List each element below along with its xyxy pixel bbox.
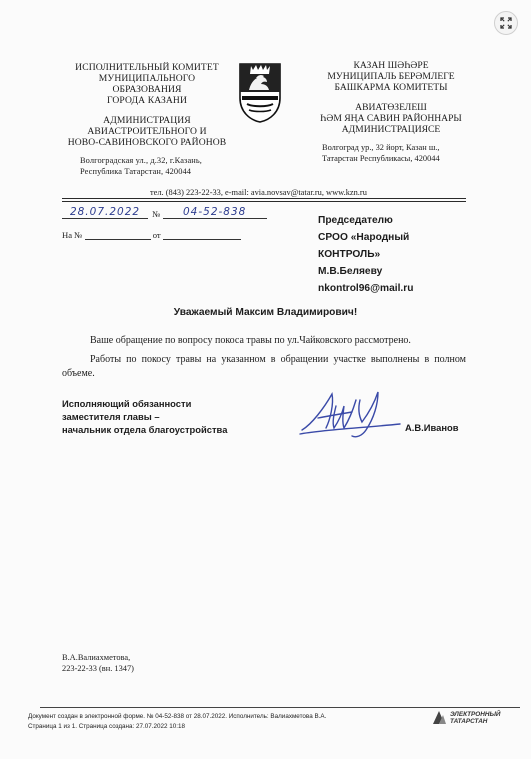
header-left-line: ГОРОДА КАЗАНИ [107, 95, 187, 106]
addressee-line: СРОО «Народный [318, 232, 410, 243]
header-left-line: ИСПОЛНИТЕЛЬНЫЙ КОМИТЕТ [75, 62, 219, 73]
reference-from-label: от [152, 230, 161, 240]
header-right-line: АВИАТӨЗЕЛЕШ [355, 102, 427, 113]
reference-row [62, 229, 241, 240]
electronic-tatarstan-logo-icon [430, 709, 448, 727]
contact-line: тел. (843) 223-22-33, e-mail: avia.novsav@tatar.ru, www.kzn.ru [150, 188, 367, 197]
addressee-line: КОНТРОЛЬ» [318, 249, 381, 260]
footer-meta [28, 712, 326, 732]
signatory-title [62, 397, 227, 436]
executor-info [62, 652, 134, 674]
fullscreen-button[interactable] [494, 11, 518, 35]
header-left-line: ОБРАЗОВАНИЯ [112, 84, 182, 95]
header-right-line: МУНИЦИПАЛЬ БЕРӘМЛЕГЕ [327, 71, 455, 82]
body-paragraph: Ваше обращение по вопросу покоса травы по ул.Чайковского рассмотрено. [90, 335, 411, 346]
salutation: Уважаемый Максим Владимирович! [173, 307, 358, 318]
header-divider [62, 198, 466, 199]
signatory-title-line: начальник отдела благоустройства [62, 424, 228, 435]
reference-number-field [85, 229, 151, 240]
executor-name: В.А.Валиахметова, [62, 653, 131, 662]
addressee-email: nkontrol96@mail.ru [318, 283, 414, 294]
signatory-title-line: Исполняющий обязанности [62, 398, 192, 409]
addressee-line: М.В.Беляеву [318, 266, 383, 277]
header-left-address: Республика Татарстан, 420044 [80, 166, 192, 176]
header-right [296, 60, 486, 164]
registration-number-field [163, 206, 267, 219]
addressee-line: Председателю [318, 215, 393, 226]
registration-row [62, 206, 267, 219]
letter-body [62, 334, 466, 386]
header-right-address: Татарстан Республикасы, 420044 [322, 153, 440, 163]
header-left-line: МУНИЦИПАЛЬНОГО [98, 73, 196, 84]
logo-text-line: ЭЛЕКТРОННЫЙ [450, 711, 501, 718]
addressee-block [318, 212, 413, 297]
header-left-address: Волгоградская ул., д.32, г.Казань, [80, 156, 202, 165]
signatory-title-line: заместителя главы – [62, 411, 160, 422]
header-right-line: АДМИНИСТРАЦИЯСЕ [341, 124, 441, 135]
body-paragraph: Работы по покосу травы на указанном в обращении участке выполнены в полном объеме. [62, 353, 466, 380]
header-left-line: НОВО-САВИНОВСКОГО РАЙОНОВ [67, 137, 227, 148]
registration-number: 04-52-838 [182, 206, 247, 218]
electronic-tatarstan-logo [430, 709, 500, 727]
handwritten-signature [296, 384, 414, 444]
footer-divider [40, 707, 520, 708]
expand-icon [500, 17, 512, 29]
header-right-line: КАЗАН ШӘҺӘРЕ [353, 60, 429, 71]
registration-date: 28.07.2022 [69, 206, 141, 218]
reference-date-field [163, 229, 241, 240]
reference-number-label: На № [62, 230, 83, 240]
kazan-coat-of-arms-emblem [237, 62, 283, 124]
registration-date-field [62, 206, 148, 219]
footer-line: Документ создан в электронной форме. № 04-52-838 от 28.07.2022. Исполнитель: Валиахметова В.А. [28, 713, 327, 720]
header-left-line: АВИАСТРОИТЕЛЬНОГО И [87, 126, 207, 137]
header-right-address: Волгоград ур., 32 йорт, Казан ш., [322, 143, 440, 152]
header-divider-thin [62, 201, 466, 202]
header-right-line: ҺӘМ ЯҢА САВИН РАЙОННАРЫ [320, 113, 462, 124]
signatory-name: А.В.Иванов [405, 422, 459, 433]
executor-phone: 223-22-33 (вн. 1347) [62, 664, 134, 673]
footer-line: Страница 1 из 1. Страница создана: 27.07.2022 10:18 [28, 723, 186, 730]
logo-text-line: ТАТАРСТАН [450, 718, 488, 725]
header-right-line: БАШКАРМА КОМИТЕТЫ [334, 82, 448, 93]
header-left-line: АДМИНИСТРАЦИЯ [103, 115, 191, 126]
registration-number-label: № [152, 209, 161, 219]
header-left [62, 62, 232, 177]
